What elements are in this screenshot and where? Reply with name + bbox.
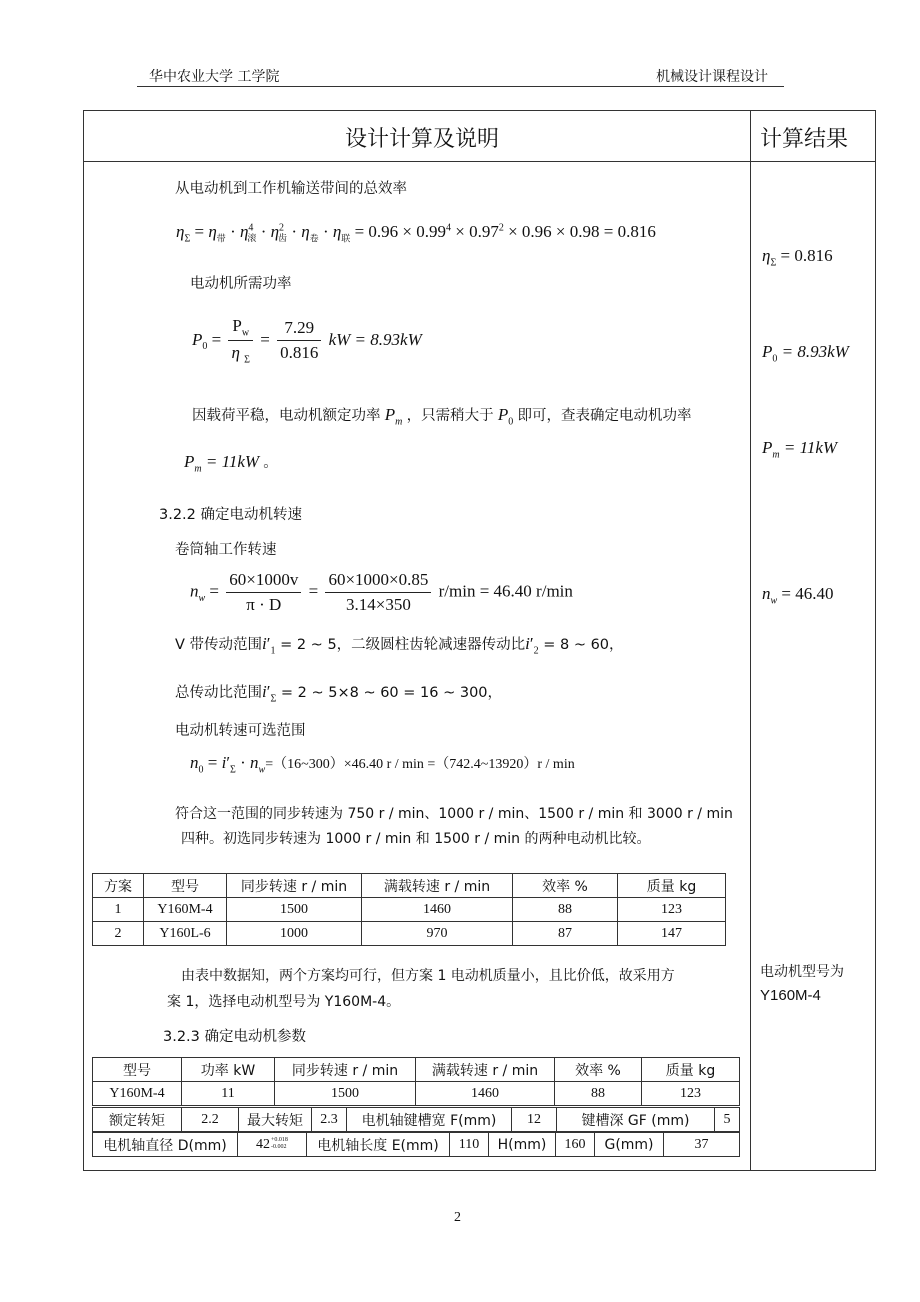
page-number: 2 [454, 1210, 461, 1225]
table-cell: 2 [93, 922, 144, 946]
motor-params-table [92, 1057, 740, 1106]
table-header-row [93, 1058, 740, 1082]
table-cell: Y160L-6 [144, 922, 227, 946]
table-header-cell: 效率 % [513, 874, 618, 898]
table-header-cell: 满载转速 r / min [362, 874, 513, 898]
speed-range-intro: 电动机转速可选范围 [175, 723, 306, 739]
table-cell: 1 [93, 898, 144, 922]
table-cell: H(mm) [489, 1133, 556, 1157]
nw-num1: 60×1000v [226, 570, 301, 593]
result-nw-value: = 46.40 [781, 584, 834, 603]
section-3-2-2: 3.2.2 确定电动机转速 [159, 507, 303, 523]
result-required-power: $P_0 = 8.93kW$ [762, 342, 849, 365]
table-cell: 1460 [362, 898, 513, 922]
table-cell: 1500 [227, 898, 362, 922]
header-right: 机械设计课程设计 [656, 69, 768, 85]
table-cell: 87 [513, 922, 618, 946]
table-cell: 2.3 [312, 1108, 347, 1132]
table-cell: 37 [664, 1133, 740, 1157]
table-cell: 123 [618, 898, 726, 922]
table-header-cell: 方案 [93, 874, 144, 898]
comparison-table [92, 873, 726, 946]
efficiency-formula: $\eta_\Sigma = \eta_带 \cdot \eta^4_滚 \cdot \eta^2_齿 \cdot \eta_卷 \cdot \eta_联 = 0.96 \times 0.99^4 \times 0.97^2 \times 0.96 \times 0.98 = 0.816$ [176, 222, 656, 245]
result-motor-model: Y160M-4 [760, 987, 821, 1004]
table-cell: 电机轴直径 D(mm) [93, 1133, 238, 1157]
total-ratio-line: 总传动比范围$i'_\Sigma = 2$ ~ 5×8 ~ 60 = 16 ~ 300， [175, 682, 503, 705]
table-row [93, 1108, 740, 1132]
table-row [93, 1082, 740, 1106]
table-cell: 1460 [416, 1082, 555, 1106]
table-row [93, 898, 726, 922]
section-3-2-3: 3.2.3 确定电动机参数 [163, 1029, 307, 1045]
table-row [93, 1133, 740, 1157]
table-header-row [93, 874, 726, 898]
conclusion-para-2: 案 1，选择电动机型号为 Y160M-4。 [167, 994, 401, 1010]
rated-power-a: 因载荷平稳，电动机额定功率 [192, 408, 381, 424]
table-cell: 970 [362, 922, 513, 946]
vbelt-label: V 带传动范围 [175, 637, 263, 653]
drum-speed-intro: 卷筒轴工作转速 [175, 542, 277, 558]
power-result: kW = 8.93kW [328, 329, 422, 349]
motor-torque-table [92, 1107, 740, 1132]
table-cell: G(mm) [595, 1133, 664, 1157]
pw-symbol: P [232, 316, 242, 335]
table-cell: 1500 [275, 1082, 416, 1106]
rated-power-b: ，只需稍大于 [406, 408, 494, 424]
table-header-cell: 功率 kW [182, 1058, 275, 1082]
table-header-cell: 同步转速 r / min [275, 1058, 416, 1082]
table-header-cell: 效率 % [555, 1058, 642, 1082]
table-cell: Y160M-4 [144, 898, 227, 922]
drum-speed-formula: $n_w$ = $\frac{60\times 1000v}{\pi \cdot D}$ = $\frac{60\times 1000\times 0.85}{3.14\times 350}$ r/min = 46.40 r/min [190, 570, 573, 614]
title-row-divider [83, 161, 876, 162]
nw-num2: 60×1000×0.85 [325, 570, 431, 593]
power-numerator: 7.29 [277, 318, 321, 341]
table-cell: 最大转矩 [239, 1108, 312, 1132]
result-efficiency: $\eta_\Sigma = 0.816$ [762, 246, 833, 269]
table-header-cell: 质量 kg [642, 1058, 740, 1082]
result-eta-value: = 0.816 [780, 246, 833, 265]
table-cell: 88 [555, 1082, 642, 1106]
rated-power-value: $P_m = 11kW$ 。 [184, 452, 278, 475]
table-cell: 147 [618, 922, 726, 946]
efficiency-tail: × 0.96 × 0.98 = 0.816 [503, 222, 656, 241]
speed-range-values: =（16~300）×46.40 r / min =（742.4~13920）r / min [265, 757, 575, 772]
table-cell: 2.2 [182, 1108, 239, 1132]
column-divider [750, 110, 751, 1171]
table-cell: 160 [556, 1133, 595, 1157]
lower-tolerance: -0.002 [271, 1144, 287, 1151]
power-formula: $P_0$ = $\frac{P_w}{\eta _\Sigma}$ = $\frac{7.29}{0.816}$ kW = 8.93kW [192, 316, 422, 366]
table-header-cell: 同步转速 r / min [227, 874, 362, 898]
table-cell: 110 [450, 1133, 489, 1157]
table-header-cell: 型号 [144, 874, 227, 898]
efficiency-values: = 0.96 × 0.99 [354, 222, 446, 241]
reducer-range: = 8 ~ 60， [543, 637, 624, 653]
pm-value: = 11kW [205, 452, 260, 471]
table-header-cell: 质量 kg [618, 874, 726, 898]
table-cell: 1000 [227, 922, 362, 946]
nw-result: r/min = 46.40 r/min [438, 581, 573, 601]
sync-speed-para-1: 符合这一范围的同步转速为 750 r / min、1000 r / min、1500 r / min 和 3000 r / min [175, 806, 733, 822]
efficiency-mid: × 0.97 [451, 222, 499, 241]
table-cell: 5 [715, 1108, 740, 1132]
right-column-title: 计算结果 [760, 127, 849, 152]
total-ratio-label: 总传动比范围 [175, 685, 262, 701]
nw-den1: π · D [246, 595, 282, 614]
result-rated-power: $P_m = 11kW$ [762, 438, 838, 461]
result-motor-label: 电动机型号为 [760, 964, 844, 980]
table-row [93, 922, 726, 946]
upper-tolerance: +0.018 [271, 1137, 288, 1144]
table-cell: Y160M-4 [93, 1082, 182, 1106]
shaft-diameter: 42 [256, 1136, 271, 1152]
rated-power-c: 即可，查表确定电动机功率 [517, 408, 692, 424]
table-cell: 88 [513, 898, 618, 922]
table-cell: 123 [642, 1082, 740, 1106]
table-cell: 电机轴长度 E(mm) [307, 1133, 450, 1157]
motor-shaft-table [92, 1132, 740, 1157]
table-header-cell: 满载转速 r / min [416, 1058, 555, 1082]
table-header-cell: 型号 [93, 1058, 182, 1082]
result-p0-value: = 8.93kW [781, 342, 849, 361]
power-intro: 电动机所需功率 [190, 276, 292, 292]
ratio-range-line: V 带传动范围$i'_1 = 2$ ~ 5，二级圆柱齿轮减速器传动比$i'_2 = 8$ ~ 60， [175, 634, 624, 657]
result-drum-speed: $n_w = 46.40$ [762, 584, 834, 607]
sync-speed-para-2: 四种。初选同步转速为 1000 r / min 和 1500 r / min 的两种电动机比较。 [181, 831, 651, 847]
total-ratio-range: = 2 ~ 5×8 ~ 60 = 16 ~ 300， [280, 685, 503, 701]
rated-power-text: 因载荷平稳，电动机额定功率 $P_m$ ，只需稍大于 $P_0$ 即可，查表确定电动机功率 [192, 405, 692, 428]
table-cell: 额定转矩 [93, 1108, 182, 1132]
table-cell: 电机轴键槽宽 F(mm) [347, 1108, 512, 1132]
efficiency-intro: 从电动机到工作机输送带间的总效率 [175, 181, 407, 197]
left-column-title: 设计计算及说明 [345, 127, 500, 152]
table-cell [238, 1133, 307, 1157]
vbelt-range: = 2 ~ 5，二级圆柱齿轮减速器传动比 [280, 637, 526, 653]
table-cell: 11 [182, 1082, 275, 1106]
conclusion-para-1: 由表中数据知，两个方案均可行，但方案 1 电动机质量小，且比价低，故采用方 [181, 968, 675, 984]
nw-den2: 3.14×350 [346, 595, 411, 614]
header-left: 华中农业大学 工学院 [149, 69, 280, 85]
result-pm-value: = 11kW [783, 438, 838, 457]
table-cell: 12 [512, 1108, 557, 1132]
pm-end: 。 [263, 455, 278, 471]
speed-range-formula: $n_0 = i'_\Sigma$ · $n_w=(16\sim 300)\times 46.40$ r / min =（742.4~13920）r / min [190, 753, 575, 776]
table-cell: 键槽深 GF (mm) [557, 1108, 715, 1132]
power-denominator: 0.816 [280, 343, 319, 363]
header-rule [137, 86, 784, 87]
